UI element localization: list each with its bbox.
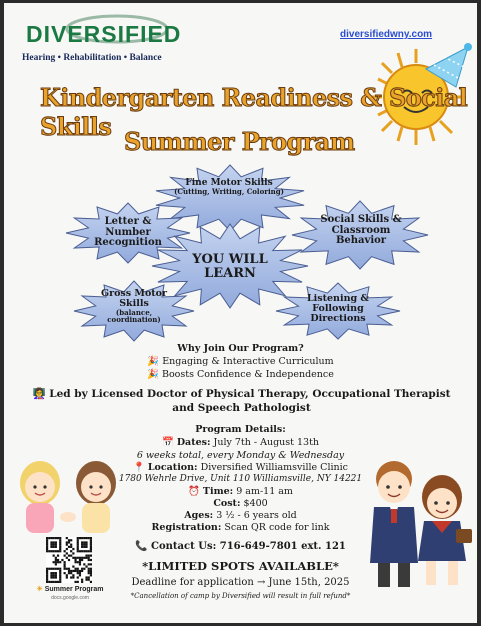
page-subtitle: Summer Program <box>124 127 355 156</box>
party-popper-icon: 🎉 <box>147 356 163 367</box>
qr-caption: ☀ Summer Program <box>36 586 104 593</box>
website-link[interactable]: diversifiedwny.com <box>340 29 433 40</box>
teacher-icon: 👩‍🏫 <box>32 388 50 400</box>
time-line: ⏰ Time: 9 am-11 am <box>188 486 293 497</box>
led-by-text: 👩‍🏫 Led by Licensed Doctor of Physical Therapy, Occupational Therapist and Speech Pathologist <box>32 388 451 414</box>
letter-number-label: Letter & Number Recognition <box>94 216 162 248</box>
you-will-learn-label: YOU WILL LEARN <box>192 252 268 281</box>
address-line: 1780 Wehrle Drive, Unit 110 Williamsville, NY 14221 <box>118 474 363 484</box>
flyer-page <box>4 3 477 623</box>
registration-qr-code[interactable] <box>46 537 92 583</box>
program-details-heading: Program Details: <box>195 424 286 435</box>
location-line: 📍 Location: Diversified Williamsville Clinic <box>132 462 348 473</box>
why-item-2: 🎉 Boosts Confidence & Independence <box>147 369 334 380</box>
students-illustration <box>360 457 476 593</box>
deadline-text: Deadline for application → June 15th, 2025 <box>131 577 350 588</box>
fine-motor-star <box>156 165 304 231</box>
ages-line: Ages: 3 ½ - 6 years old <box>184 510 297 521</box>
cost-line: Cost: $400 <box>213 498 268 509</box>
social-skills-label: Social Skills & Classroom Behavior <box>320 214 402 246</box>
weeks-line: 6 weeks total, every Monday & Wednesday <box>136 450 345 461</box>
why-join-heading: Why Join Our Program? <box>177 343 304 354</box>
registration-line: Registration: Scan QR code for link <box>151 522 330 533</box>
clock-icon: ⏰ <box>188 486 203 497</box>
party-popper-icon: 🎉 <box>147 369 162 380</box>
listening-label: Listening & Following Directions <box>306 293 370 324</box>
phone-icon: 📞 <box>135 541 152 552</box>
sun-icon: ☀ <box>36 586 45 593</box>
kids-handshake-illustration <box>10 459 130 535</box>
why-item-1: 🎉 Engaging & Interactive Curriculum <box>147 356 334 367</box>
limited-spots-text: *LIMITED SPOTS AVAILABLE* <box>142 559 339 573</box>
contact-line: 📞 Contact Us: 716-649-7801 ext. 121 <box>135 541 346 552</box>
company-logo: DIVERSIFIED <box>26 21 182 47</box>
dates-line: 📅 Dates: July 7th - August 13th <box>161 437 320 448</box>
fine-motor-label: Fine Motor Skills (Cutting, Writing, Coloring) <box>174 178 284 197</box>
pin-icon: 📍 <box>132 462 148 473</box>
gross-motor-label: Gross Motor Skills (balance, coordination) <box>100 288 168 325</box>
page-title: Kindergarten Readiness & Social Skills <box>40 83 468 141</box>
qr-url: docs.google.com <box>51 595 89 601</box>
company-tagline: Hearing • Rehabilitation • Balance <box>22 53 162 63</box>
calendar-icon: 📅 <box>161 437 177 448</box>
cancellation-note: *Cancellation of camp by Diversified will result in full refund* <box>130 592 351 600</box>
